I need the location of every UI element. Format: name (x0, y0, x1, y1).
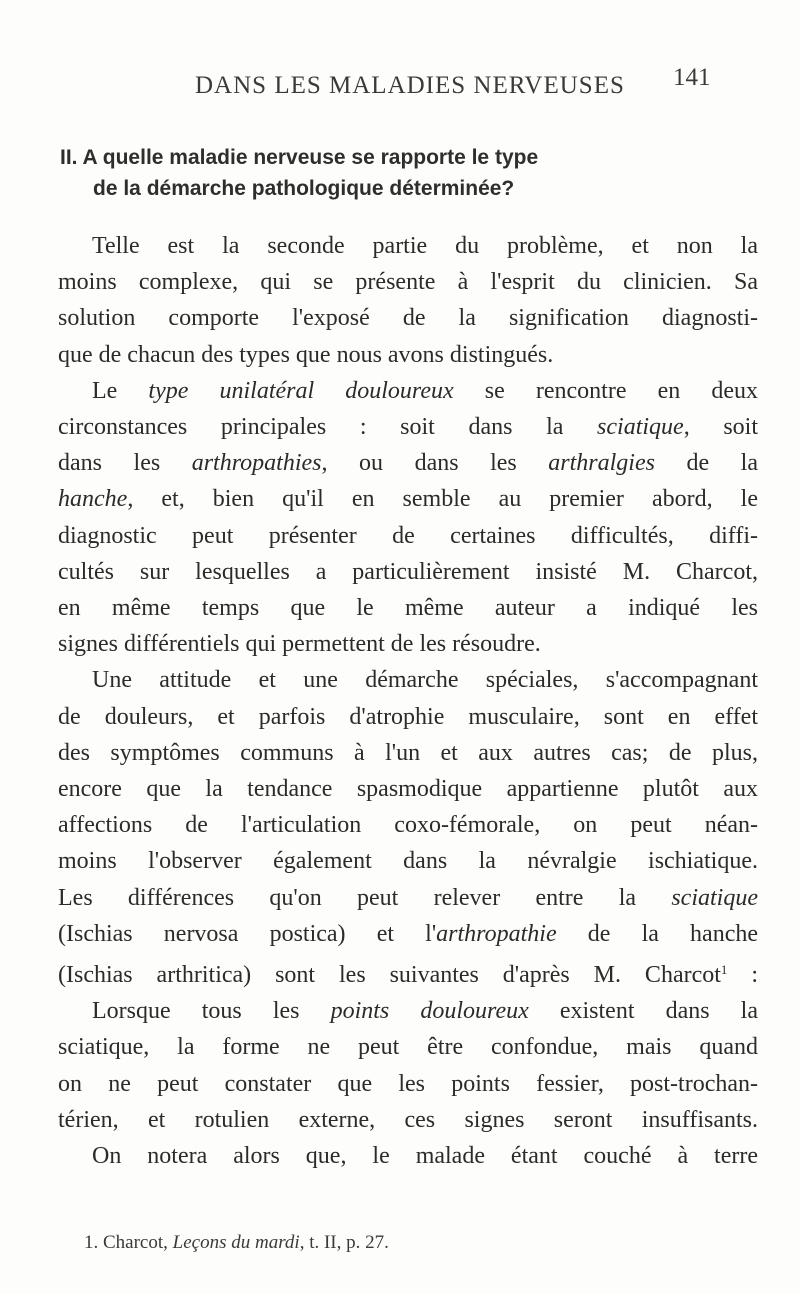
body-line: affections de l'articulation coxo-fémorale, on peut néan- (58, 812, 758, 839)
section-heading (60, 142, 760, 204)
running-title: DANS LES MALADIES NERVEUSES (195, 72, 625, 99)
body-line: encore que la tendance spasmodique appartienne plutôt aux (58, 776, 758, 803)
body-line: (Ischias nervosa postica) et l'arthropathie de la hanche (58, 920, 759, 947)
body-line: Une attitude et une démarche spéciales, s'accompagnant (92, 667, 758, 694)
italic-term: points douloureux (330, 998, 529, 1025)
italic-term: arthropathies (191, 450, 322, 477)
body-line: (Ischias arthritica) sont les suivantes d'après M. Charcot$^1$ : (58, 962, 758, 989)
footnote: 1. Charcot, Leçons du mardi, t. II, p. 27. (84, 1232, 389, 1253)
page-number: 141 (673, 64, 711, 91)
body-line: Lorsque tous les points douloureux existent dans la (92, 998, 758, 1025)
body-line: des symptômes communs à l'un et aux autres cas; de plus, (58, 739, 758, 766)
body-line: on ne peut constater que les points fessier, post-trochan- (58, 1070, 758, 1097)
italic-term: type unilatéral douloureux (148, 377, 454, 404)
body-line: cultés sur lesquelles a particulièrement insisté M. Charcot, (58, 558, 758, 585)
body-line: circonstances principales : soit dans la sciatique, soit (58, 414, 758, 441)
body-line: Telle est la seconde partie du problème, et non la (92, 233, 758, 259)
body-line: hanche, et, bien qu'il en semble au premier abord, le (58, 486, 758, 513)
body-line: solution comporte l'exposé de la signification diagnosti- (58, 305, 758, 332)
body-line: térien, et rotulien externe, ces signes seront insuffisants. (58, 1106, 758, 1133)
body-line: Les différences qu'on peut relever entre la sciatique (58, 884, 758, 911)
italic-term: arthralgies (548, 450, 655, 477)
footnote-title: Leçons du mardi (172, 1232, 300, 1253)
body-line: que de chacun des types que nous avons distingués. (58, 341, 554, 368)
footnote-marker: 1 (720, 962, 728, 978)
body-line: On notera alors que, le malade étant couché à terre (92, 1143, 758, 1170)
body-text (58, 228, 758, 1174)
body-line: sciatique, la forme ne peut être confondue, mais quand (58, 1034, 758, 1061)
italic-term: sciatique (597, 414, 684, 441)
italic-term: hanche (58, 486, 128, 513)
body-line: dans les arthropathies, ou dans les arthralgies de la (58, 450, 758, 477)
italic-term: arthropathie (436, 920, 557, 947)
body-line: de douleurs, et parfois d'atrophie musculaire, sont en effet (58, 703, 758, 730)
body-line: en même temps que le même auteur a indiqué les (58, 595, 758, 622)
body-line: Le type unilatéral douloureux se rencontre en deux (92, 377, 759, 404)
italic-term: sciatique (671, 884, 758, 911)
section-heading-line-1: II. A quelle maladie nerveuse se rapporte le type (60, 146, 539, 169)
body-line: moins l'observer également dans la névralgie ischiatique. (58, 848, 758, 875)
section-heading-line-2: de la démarche pathologique déterminée? (93, 177, 515, 200)
body-line: moins complexe, qui se présente à l'esprit du clinicien. Sa (58, 269, 758, 296)
body-line: signes différentiels qui permettent de les résoudre. (58, 631, 541, 658)
body-line: diagnostic peut présenter de certaines difficultés, diffi- (58, 522, 758, 549)
